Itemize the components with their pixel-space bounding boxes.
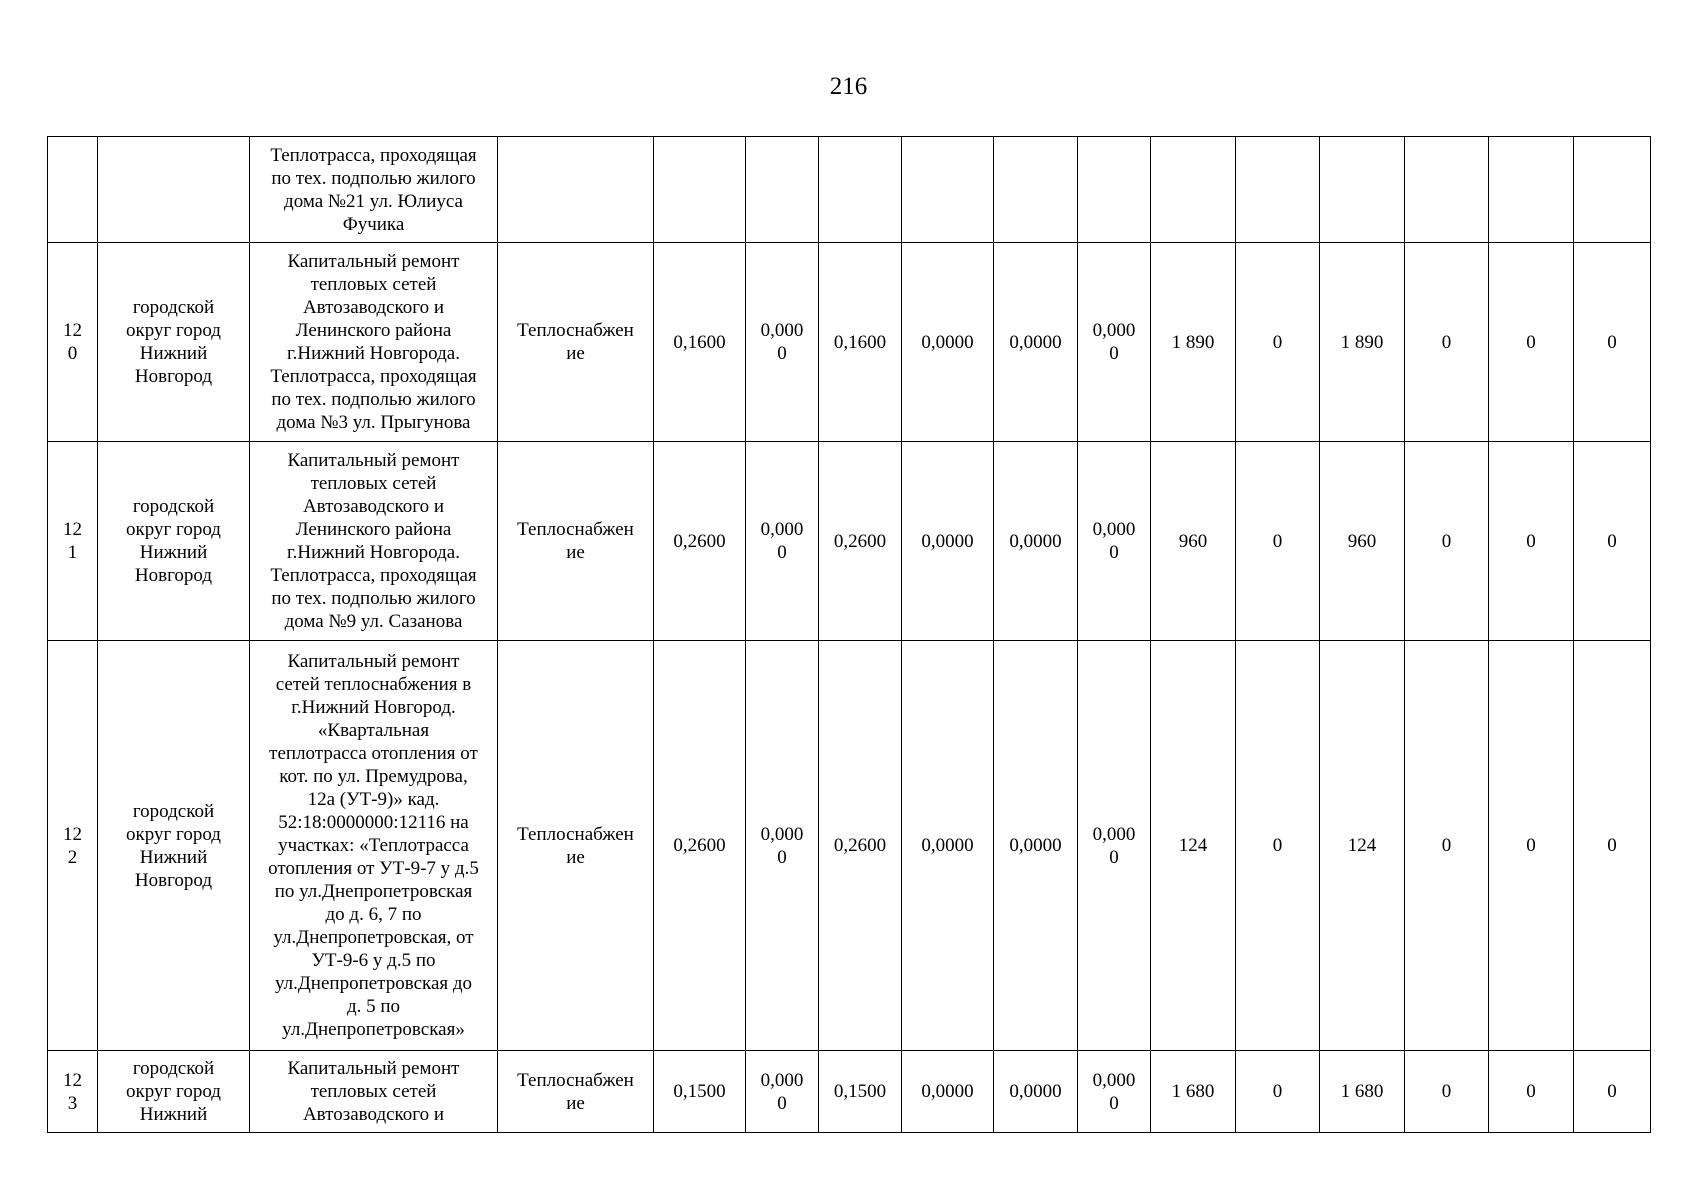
municipality-cell [98, 442, 250, 641]
supply-type-cell [498, 243, 654, 442]
cell-text-line: Теплотрасса, проходящая [270, 144, 477, 166]
cost-cell [1405, 137, 1489, 243]
table-row [48, 442, 1651, 641]
cell-text-line: 0 [1109, 1092, 1119, 1114]
cell-text-line: Теплотрасса, проходящая [270, 366, 477, 387]
table-row [48, 641, 1651, 1051]
value-cell [902, 1051, 994, 1133]
page-number: 216 [829, 73, 868, 100]
value-cell [1078, 641, 1151, 1051]
cell-text-line: 12 [63, 823, 82, 845]
cell-text-line: Нижний [139, 1104, 208, 1125]
value-cell [819, 243, 902, 442]
cell-text-line: городской [132, 496, 215, 517]
cell-text-line: 0 [777, 343, 787, 364]
value-cell [654, 137, 746, 243]
cost-cell: 0 [1405, 442, 1489, 641]
cost-cell: 0 [1574, 641, 1651, 1051]
cell-text-line: Теплотрасса, проходящая [270, 565, 477, 586]
cell-text-line: 12 [63, 1069, 82, 1091]
value-cell [819, 137, 902, 243]
cell-text-line: 0,000 [1092, 1069, 1136, 1091]
cost-cell: 124 [1320, 641, 1405, 1051]
cell-text-line: Капитальный ремонт [287, 450, 460, 471]
cost-cell: 960 [1151, 442, 1236, 641]
cell-text-line: 0,1500 [833, 1081, 887, 1102]
value-cell [994, 641, 1078, 1051]
cell-text-line: по тех. подполью жилого [271, 588, 476, 609]
cell-text-line: Капитальный ремонт [287, 251, 460, 272]
cell-text-line: Теплоснабжен [517, 519, 634, 540]
value-cell [746, 442, 819, 641]
cell-text-line: ие [566, 343, 585, 364]
cell-text-line: 0,000 [760, 1069, 804, 1091]
cell-text-line: 0,0000 [1009, 1081, 1062, 1102]
cell-text-line: г.Нижний Новгорода. [287, 542, 460, 563]
cell-text-line: ул.Днепропетровская до [274, 973, 473, 994]
value-cell [902, 137, 994, 243]
cell-text-line: округ город [126, 519, 221, 540]
supply-type-cell [498, 1051, 654, 1133]
cell-text-line: 0,000 [1092, 320, 1136, 341]
object-name-cell [250, 243, 498, 442]
object-name-cell [250, 1051, 498, 1133]
cell-text-line: 0,0000 [921, 1081, 974, 1102]
cell-text-line: 0,000 [760, 320, 804, 341]
object-name-cell [250, 137, 498, 243]
cell-text-line: 0,0000 [921, 530, 974, 552]
value-cell [654, 243, 746, 442]
value-cell [994, 243, 1078, 442]
cell-text-line: дома №9 ул. Сазанова [284, 611, 463, 632]
cell-text-line: округ город [126, 1081, 221, 1102]
cell-text-line: 0,1600 [833, 331, 887, 353]
cell-text-line: 0 [1109, 542, 1119, 563]
cell-text-line: 0 [777, 542, 787, 563]
table-row [48, 243, 1651, 442]
cell-text-line: дома №3 ул. Прыгунова [276, 412, 471, 433]
municipality-cell [98, 243, 250, 442]
cost-cell [1574, 137, 1651, 243]
cost-cell: 0 [1574, 1051, 1651, 1133]
cost-cell: 1 890 [1320, 243, 1405, 442]
cell-text-line: д. 5 по [346, 996, 401, 1017]
value-cell [994, 137, 1078, 243]
cell-text-line: Капитальный ремонт [287, 1058, 460, 1079]
row-number [48, 137, 98, 243]
cell-text-line: отопления от УТ-9-7 у д.5 [268, 858, 479, 879]
cell-text-line: по ул.Днепропетровская [274, 881, 473, 902]
cell-text-line: 0,2600 [833, 530, 887, 552]
cell-text-line: Новгород [134, 869, 213, 891]
value-cell [654, 442, 746, 641]
cell-text-line: теплотрасса отопления от [269, 743, 478, 764]
row-number [48, 641, 98, 1051]
cell-text-line: Автозаводского и [302, 297, 445, 318]
cell-text-line: 0,0000 [921, 835, 974, 856]
cell-text-line: 52:18:0000000:12116 на [278, 812, 469, 833]
value-cell [902, 243, 994, 442]
value-cell [902, 442, 994, 641]
cell-text-line: Ленинского района [295, 519, 452, 540]
cell-text-line: участках: «Теплотрасса [278, 835, 469, 856]
cell-text-line: тепловых сетей [310, 274, 437, 295]
value-cell [1078, 243, 1151, 442]
cell-text-line: ул.Днепропетровская, от [273, 927, 474, 948]
cost-cell: 0 [1405, 243, 1489, 442]
value-cell [746, 1051, 819, 1133]
cost-cell: 960 [1320, 442, 1405, 641]
cell-text-line: 0,000 [760, 519, 804, 540]
cost-cell: 0 [1489, 442, 1574, 641]
cell-text-line: Теплоснабжен [517, 823, 634, 845]
cell-text-line: 0,1600 [673, 331, 726, 353]
value-cell [654, 1051, 746, 1133]
cell-text-line: 0,0000 [1009, 835, 1062, 856]
value-cell [819, 1051, 902, 1133]
cell-text-line: кот. по ул. Премудрова, [279, 766, 468, 787]
cost-cell: 0 [1574, 442, 1651, 641]
value-cell [994, 1051, 1078, 1133]
cost-cell: 0 [1405, 1051, 1489, 1133]
cell-text-line: 0 [1109, 846, 1119, 868]
value-cell [1078, 137, 1151, 243]
cost-cell: 1 680 [1320, 1051, 1405, 1133]
value-cell [746, 137, 819, 243]
cell-text-line: округ город [126, 823, 221, 845]
cell-text-line: Автозаводского и [302, 1104, 445, 1125]
cell-text-line: ие [566, 846, 585, 868]
cell-text-line: 3 [67, 1092, 78, 1114]
cell-text-line: городской [132, 297, 215, 318]
cell-text-line: 0,000 [1092, 519, 1136, 540]
cell-text-line: Ленинского района [295, 320, 452, 341]
object-name-cell [250, 442, 498, 641]
cell-text-line: тепловых сетей [310, 1081, 437, 1102]
cost-cell [1320, 137, 1405, 243]
table-row [48, 137, 1651, 243]
cell-text-line: 0,1500 [673, 1081, 726, 1102]
cost-cell: 0 [1236, 243, 1320, 442]
cell-text-line: по тех. подполью жилого [271, 389, 476, 410]
cost-cell: 0 [1236, 1051, 1320, 1133]
cell-text-line: 1 [67, 542, 78, 563]
cost-cell: 0 [1236, 442, 1320, 641]
cost-cell: 124 [1151, 641, 1236, 1051]
cell-text-line: 12 [63, 320, 82, 341]
cost-cell: 0 [1405, 641, 1489, 1051]
cell-text-line: Новгород [134, 366, 213, 387]
cell-text-line: 0 [777, 1092, 787, 1114]
cell-text-line: ие [566, 1092, 585, 1114]
cell-text-line: 12 [63, 519, 82, 540]
cell-text-line: Автозаводского и [302, 496, 445, 517]
supply-type-cell [498, 641, 654, 1051]
cost-cell: 1 890 [1151, 243, 1236, 442]
cell-text-line: 0 [67, 343, 78, 364]
cell-text-line: Нижний [139, 846, 208, 868]
investment-program-table [47, 136, 1651, 1133]
cost-cell: 1 680 [1151, 1051, 1236, 1133]
cell-text-line: 0 [777, 846, 787, 868]
cost-cell: 0 [1236, 641, 1320, 1051]
cell-text-line: 0,2600 [673, 835, 726, 856]
cost-cell: 0 [1489, 243, 1574, 442]
cost-cell: 0 [1489, 641, 1574, 1051]
value-cell [746, 641, 819, 1051]
value-cell [746, 243, 819, 442]
cell-text-line: 0,2600 [673, 530, 726, 552]
value-cell [994, 442, 1078, 641]
cell-text-line: 0,0000 [921, 331, 974, 353]
cell-text-line: Теплоснабжен [517, 320, 634, 341]
cell-text-line: 0 [1109, 343, 1119, 364]
cell-text-line: «Квартальная [317, 720, 430, 741]
cell-text-line: ие [566, 542, 585, 563]
municipality-cell [98, 137, 250, 243]
cell-text-line: г.Нижний Новгорода. [287, 343, 460, 364]
cell-text-line: 0,2600 [833, 835, 887, 856]
cell-text-line: Новгород [134, 565, 213, 586]
cell-text-line: 2 [67, 846, 78, 868]
value-cell [819, 442, 902, 641]
cell-text-line: Капитальный ремонт [287, 651, 460, 672]
municipality-cell [98, 641, 250, 1051]
value-cell [1078, 1051, 1151, 1133]
cell-text-line: дома №21 ул. Юлиуса [284, 190, 463, 212]
cost-cell: 0 [1574, 243, 1651, 442]
cell-text-line: сетей теплоснабжения в [275, 674, 472, 695]
cell-text-line: УТ-9-6 у д.5 по [311, 950, 436, 971]
cell-text-line: Нижний [139, 343, 208, 364]
cost-cell [1236, 137, 1320, 243]
cell-text-line: 0,000 [1092, 823, 1136, 845]
cell-text-line: Теплоснабжен [517, 1069, 634, 1091]
cell-text-line: 12а (УТ-9)» кад. [307, 789, 440, 810]
table-row [48, 1051, 1651, 1133]
cell-text-line: 0,000 [760, 823, 804, 845]
supply-type-cell [498, 442, 654, 641]
municipality-cell [98, 1051, 250, 1133]
row-number [48, 1051, 98, 1133]
cell-text-line: Нижний [139, 542, 208, 563]
cost-cell [1489, 137, 1574, 243]
cell-text-line: 0,0000 [1009, 331, 1062, 353]
cost-cell: 0 [1489, 1051, 1574, 1133]
row-number [48, 243, 98, 442]
value-cell [819, 641, 902, 1051]
object-name-cell [250, 641, 498, 1051]
supply-type-cell [498, 137, 654, 243]
value-cell [654, 641, 746, 1051]
cost-cell [1151, 137, 1236, 243]
cell-text-line: тепловых сетей [310, 473, 437, 494]
row-number [48, 442, 98, 641]
cell-text-line: 0,0000 [1009, 530, 1062, 552]
value-cell [902, 641, 994, 1051]
cell-text-line: городской [132, 1058, 215, 1079]
cell-text-line: округ город [126, 320, 221, 341]
cell-text-line: до д. 6, 7 по [325, 904, 422, 925]
cell-text-line: городской [132, 800, 215, 822]
cell-text-line: Фучика [342, 213, 405, 235]
cell-text-line: г.Нижний Новгород. [291, 697, 456, 718]
cell-text-line: по тех. подполью жилого [271, 167, 476, 189]
cell-text-line: ул.Днепропетровская» [282, 1019, 465, 1040]
value-cell [1078, 442, 1151, 641]
